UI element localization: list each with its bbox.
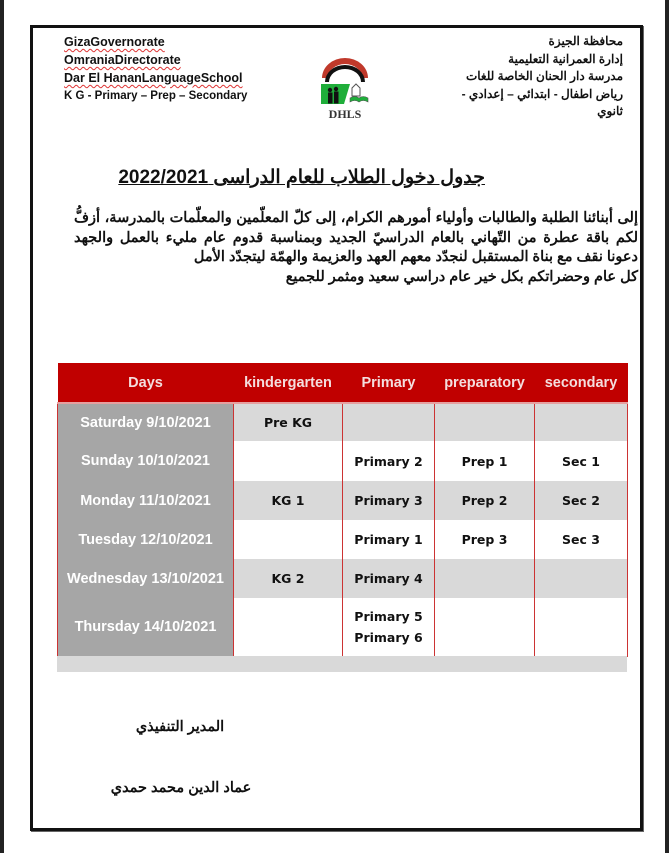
header-days: Days (58, 363, 234, 403)
prep-cell (435, 403, 535, 441)
prep-cell: Prep 1 (435, 441, 535, 481)
sec-cell (535, 403, 628, 441)
sec-cell: Sec 1 (535, 441, 628, 481)
day-cell: Tuesday 12/10/2021 (58, 520, 234, 559)
page-title: جدول دخول الطلاب للعام الدراسى 2022/2021 (118, 167, 485, 188)
table-row (58, 403, 628, 441)
kg-cell (234, 598, 343, 656)
school-name-ar: مدرسة دار الحنان الخاصة للغات (465, 69, 623, 83)
primary-cell: Primary 3 (343, 481, 435, 520)
kg-cell (234, 441, 343, 481)
table-row (58, 520, 628, 559)
prep-cell (435, 598, 535, 656)
directorate-ar: إدارة العمرانية التعليمية (508, 51, 623, 66)
logo-text: DHLS (328, 107, 362, 121)
schedule-table (57, 363, 628, 657)
table-header-row (58, 363, 628, 403)
primary-cell: Primary 4 (343, 559, 435, 598)
table-row (58, 481, 628, 520)
primary-cell: Primary 1 (343, 520, 435, 559)
directorate-en: OmraniaDirectorate (64, 53, 181, 67)
header-preparatory: preparatory (435, 363, 535, 403)
page-edge-right (665, 0, 669, 853)
intro-message (74, 209, 638, 287)
governorate-en: GizaGovernorate (64, 35, 165, 49)
primary-cell: Primary 2 (343, 441, 435, 481)
kg-cell: Pre KG (234, 403, 343, 441)
primary-5-label: Primary 5 (354, 608, 423, 624)
table-footer-bar (57, 656, 627, 672)
sec-cell (535, 559, 628, 598)
logo-book (350, 97, 368, 103)
primary-cell (343, 403, 435, 441)
sec-cell: Sec 3 (535, 520, 628, 559)
school-name-en: Dar El HananLanguageSchool (64, 71, 243, 85)
primary-cell (343, 598, 435, 656)
day-cell: Saturday 9/10/2021 (58, 403, 234, 441)
header-english (64, 33, 247, 105)
school-logo-icon (316, 52, 374, 122)
day-cell: Monday 11/10/2021 (58, 481, 234, 520)
kg-cell: KG 1 (234, 481, 343, 520)
table-row (58, 559, 628, 598)
intro-closing: كل عام وحضراتكم بكل خير عام دراسي سعيد ومثمر للجميع (285, 268, 638, 285)
sec-cell (535, 598, 628, 656)
page-edge-left (0, 0, 4, 853)
table-row (58, 598, 628, 656)
header-kindergarten: kindergarten (234, 363, 343, 403)
logo-tower (352, 84, 360, 96)
signature-name: عماد الدين محمد حمدي (110, 780, 252, 796)
logo-child-body-2 (334, 92, 339, 104)
intro-paragraph: إلى أبنائنا الطلبة والطالبات وأولياء أمورهم الكرام، إلى كلّ المعلّمين والمعلّمات بالمدرسة، أزفُّ لكم باقة عطرة من التّهاني بالعام الدراسيّ الجديد وبمناسبة قدوم عام مليء بالعمل والجهد دعونا نقف مع بناة المستقبل لنجدّد معهم العهد والعزيمة والهمّة ليتجدّد الأمل (74, 210, 638, 265)
primary-6-label: Primary 6 (354, 629, 423, 645)
day-cell: Wednesday 13/10/2021 (58, 559, 234, 598)
stages-ar: رياض اطفال - ابتدائي – إعدادي - ثانوي (461, 86, 623, 118)
table-row (58, 441, 628, 481)
prep-cell: Prep 3 (435, 520, 535, 559)
prep-cell: Prep 2 (435, 481, 535, 520)
day-cell: Thursday 14/10/2021 (58, 598, 234, 656)
day-cell: Sunday 10/10/2021 (58, 441, 234, 481)
header-secondary: secondary (535, 363, 628, 403)
header-arabic (453, 33, 623, 121)
signature-title: المدير التنفيذي (135, 719, 225, 735)
header-primary: Primary (343, 363, 435, 403)
kg-cell (234, 520, 343, 559)
logo-child-body (328, 93, 333, 104)
logo-child-head (328, 88, 332, 92)
governorate-ar: محافظة الجيزة (548, 34, 623, 48)
stages-en: K G - Primary – Prep – Secondary (64, 90, 248, 102)
logo-child-head-2 (334, 87, 338, 91)
kg-cell: KG 2 (234, 559, 343, 598)
prep-cell (435, 559, 535, 598)
sec-cell: Sec 2 (535, 481, 628, 520)
